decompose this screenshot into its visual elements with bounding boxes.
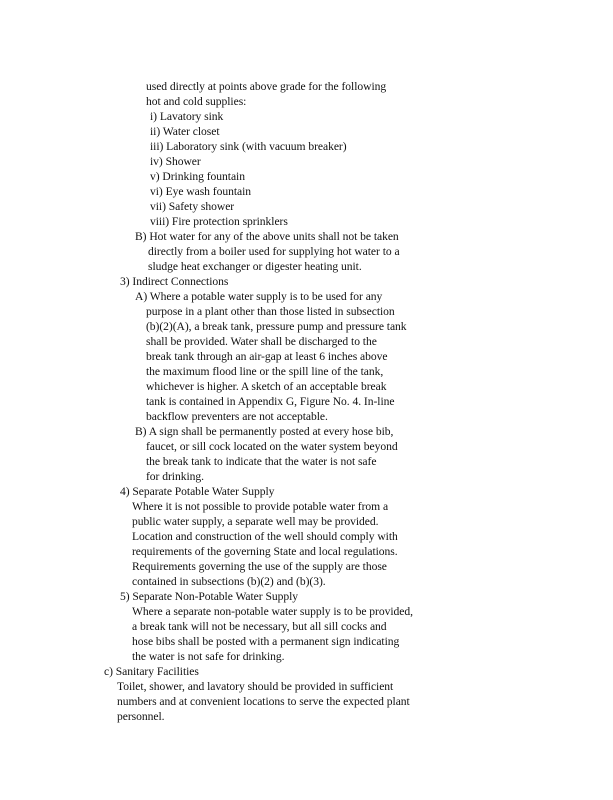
section-4-line: Where it is not possible to provide potable water from a xyxy=(132,500,389,513)
section-3-item-a-line: backflow preventers are not acceptable. xyxy=(146,410,328,423)
section-3-item-b-line: the break tank to indicate that the water is not safe xyxy=(146,455,377,468)
item-b-line: sludge heat exchanger or digester heating unit. xyxy=(148,260,362,273)
section-5-line: a break tank will not be necessary, but all sill cocks and xyxy=(132,620,387,633)
section-5-line: Where a separate non-potable water supply is to be provided, xyxy=(132,605,413,618)
section-5-line: hose bibs shall be posted with a permanent sign indicating xyxy=(132,635,400,648)
section-4-line: public water supply, a separate well may be provided. xyxy=(132,515,379,528)
section-3-item-b-line: faucet, or sill cock located on the water system beyond xyxy=(146,440,398,453)
supply-item: vii) Safety shower xyxy=(150,200,235,213)
section-3-item-a-line: (b)(2)(A), a break tank, pressure pump and pressure tank xyxy=(146,320,407,333)
section-c-line: personnel. xyxy=(117,710,165,723)
supply-item: iii) Laboratory sink (with vacuum breaker) xyxy=(150,140,347,153)
section-3-item-a-line: break tank through an air-gap at least 6 inches above xyxy=(146,350,388,363)
section-5-line: the water is not safe for drinking. xyxy=(132,650,285,663)
section-4-line: Requirements governing the use of the supply are those xyxy=(132,560,387,573)
section-3-item-a-line: shall be provided. Water shall be discharged to the xyxy=(146,335,377,348)
section-4-line: requirements of the governing State and local regulations. xyxy=(132,545,398,558)
section-5-heading: 5) Separate Non-Potable Water Supply xyxy=(120,590,298,603)
section-3-item-b-line: B) A sign shall be permanently posted at every hose bib, xyxy=(135,425,394,438)
section-3-item-a-line: the maximum flood line or the spill line of the tank, xyxy=(146,365,384,378)
supply-item: vi) Eye wash fountain xyxy=(150,185,252,198)
supply-item: iv) Shower xyxy=(150,155,201,168)
section-c-line: Toilet, shower, and lavatory should be provided in sufficient xyxy=(117,680,394,693)
section-4-line: contained in subsections (b)(2) and (b)(3). xyxy=(132,575,326,588)
supply-item: i) Lavatory sink xyxy=(150,110,224,123)
section-3-item-a-line: A) Where a potable water supply is to be used for any xyxy=(135,290,383,303)
intro-line: hot and cold supplies: xyxy=(146,95,247,108)
section-3-item-b-line: for drinking. xyxy=(146,470,204,483)
section-3-heading: 3) Indirect Connections xyxy=(120,275,229,288)
section-3-item-a-line: whichever is higher. A sketch of an acceptable break xyxy=(146,380,387,393)
section-c-heading: c) Sanitary Facilities xyxy=(104,665,199,678)
section-c-line: numbers and at convenient locations to serve the expected plant xyxy=(117,695,410,708)
supply-item: viii) Fire protection sprinklers xyxy=(150,215,288,228)
intro-line: used directly at points above grade for the following xyxy=(146,80,387,93)
section-4-heading: 4) Separate Potable Water Supply xyxy=(120,485,275,498)
item-b-line: directly from a boiler used for supplying hot water to a xyxy=(148,245,400,258)
section-3-item-a-line: purpose in a plant other than those listed in subsection xyxy=(146,305,395,318)
supply-item: v) Drinking fountain xyxy=(150,170,245,183)
supply-item: ii) Water closet xyxy=(150,125,220,138)
section-4-line: Location and construction of the well should comply with xyxy=(132,530,398,543)
item-b-line: B) Hot water for any of the above units shall not be taken xyxy=(135,230,399,243)
section-3-item-a-line: tank is contained in Appendix G, Figure No. 4. In-line xyxy=(146,395,395,408)
